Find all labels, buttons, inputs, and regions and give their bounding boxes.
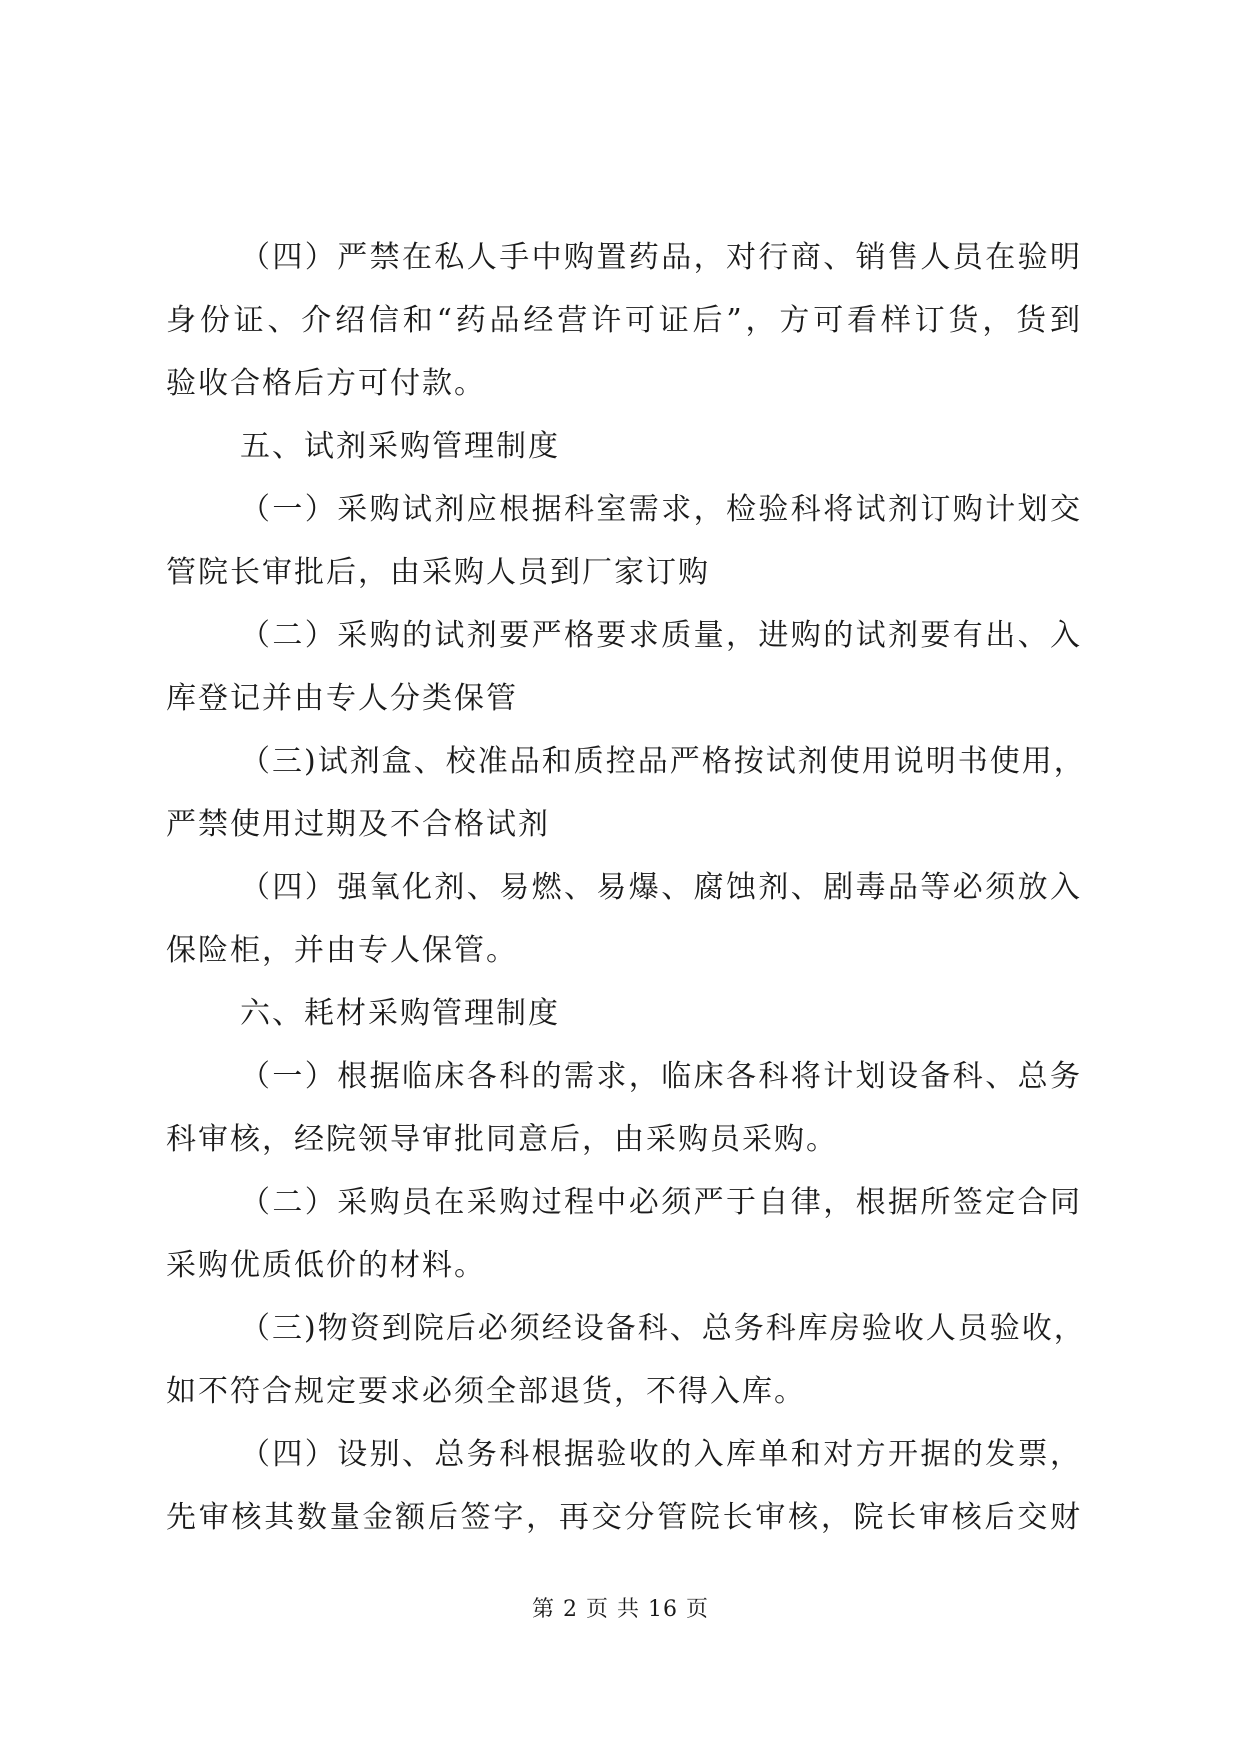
section-heading: 五、试剂采购管理制度 xyxy=(240,429,560,464)
paragraph-line: （一）采购试剂应根据科室需求，检验科将试剂订购计划交 xyxy=(240,492,1082,527)
paragraph-line: （一）根据临床各科的需求，临床各科将计划设备科、总务 xyxy=(240,1059,1082,1094)
paragraph-line: （四）强氧化剂、易燃、易爆、腐蚀剂、剧毒品等必须放入 xyxy=(240,870,1082,905)
paragraph-line: 管院长审批后，由采购人员到厂家订购 xyxy=(166,555,710,590)
page-number-footer: 第 2 页 共 16 页 xyxy=(532,1597,709,1622)
paragraph-line: （四）设别、总务科根据验收的入库单和对方开据的发票， xyxy=(240,1437,1082,1472)
paragraph-line: （三)物资到院后必须经设备科、总务科库房验收人员验收， xyxy=(240,1311,1086,1346)
document-body xyxy=(166,226,1086,1549)
paragraph-line: 保险柜，并由专人保管。 xyxy=(166,933,518,968)
paragraph-line: 科审核，经院领导审批同意后，由采购员采购。 xyxy=(166,1122,838,1157)
paragraph-line: （二）采购员在采购过程中必须严于自律，根据所签定合同 xyxy=(240,1185,1082,1220)
paragraph-line: （二）采购的试剂要严格要求质量，进购的试剂要有出、入 xyxy=(240,618,1082,653)
paragraph-line: （三)试剂盒、校准品和质控品严格按试剂使用说明书使用， xyxy=(240,744,1086,779)
section-heading: 六、耗材采购管理制度 xyxy=(240,996,560,1031)
paragraph-line: 库登记并由专人分类保管 xyxy=(166,681,518,716)
paragraph-line: 验收合格后方可付款。 xyxy=(166,366,486,401)
paragraph-line: 先审核其数量金额后签字，再交分管院长审核，院长审核后交财 xyxy=(166,1500,1082,1535)
paragraph-line: 严禁使用过期及不合格试剂 xyxy=(166,807,550,842)
paragraph-line: 身份证、介绍信和“药品经营许可证后”，方可看样订货，货到 xyxy=(166,303,1082,338)
paragraph-line: （四）严禁在私人手中购置药品，对行商、销售人员在验明 xyxy=(240,240,1082,275)
paragraph-line: 如不符合规定要求必须全部退货，不得入库。 xyxy=(166,1374,806,1409)
paragraph-line: 采购优质低价的材料。 xyxy=(166,1248,486,1283)
